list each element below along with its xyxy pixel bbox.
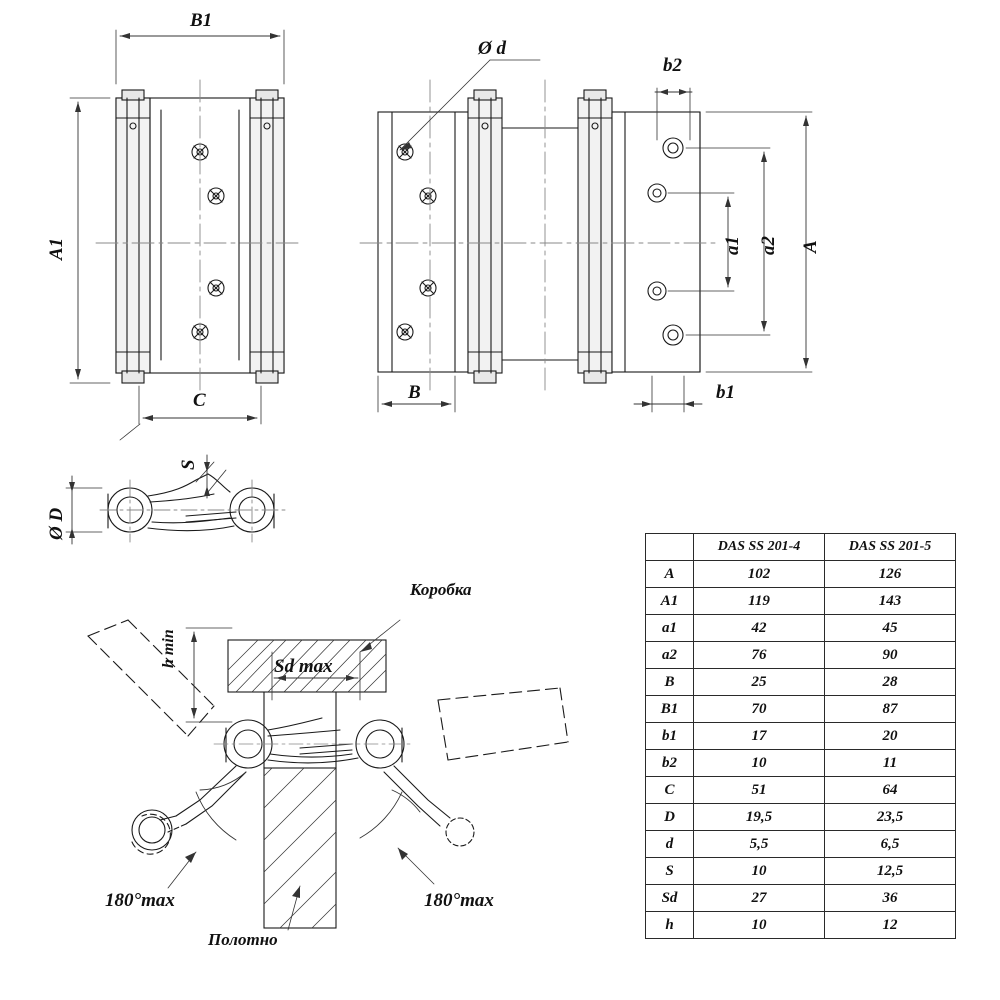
spec-value-201-5: 11 [825,750,956,777]
table-row [646,696,956,723]
spec-param: D [646,804,694,831]
table-row [646,669,956,696]
table-row [646,912,956,939]
label-B1: B1 [190,10,213,31]
spec-param: h [646,912,694,939]
spec-table-body [646,534,956,939]
spec-value-201-4: 102 [694,561,825,588]
label-b1: b1 [716,382,735,403]
table-row [646,858,956,885]
label-diameter-d: Ø d [478,38,506,59]
spec-value-201-5: 20 [825,723,956,750]
label-h-min: h min [160,629,177,668]
spec-value-201-4: 10 [694,858,825,885]
spec-param: b1 [646,723,694,750]
spec-value-201-4: 42 [694,615,825,642]
table-row [646,561,956,588]
table-row [646,777,956,804]
table-row [646,885,956,912]
spec-value-201-5: 90 [825,642,956,669]
spec-param: a1 [646,615,694,642]
label-S: S [178,459,199,470]
spec-value-201-4: 76 [694,642,825,669]
label-angle-left: 180°max [105,890,175,911]
spec-param: a2 [646,642,694,669]
label-A: A [800,240,821,253]
label-angle-right: 180°max [424,890,494,911]
table-row [646,831,956,858]
spec-value-201-4: 19,5 [694,804,825,831]
spec-value-201-4: 119 [694,588,825,615]
spec-param: Sd [646,885,694,912]
spec-value-201-5: 126 [825,561,956,588]
label-a1: a1 [722,236,743,255]
label-frame-koropka: Коробка [410,580,472,599]
spec-value-201-5: 12,5 [825,858,956,885]
spec-value-201-4: 10 [694,750,825,777]
spec-value-201-5: 87 [825,696,956,723]
spec-param: A [646,561,694,588]
spec-value-201-5: 28 [825,669,956,696]
spec-value-201-4: 5,5 [694,831,825,858]
spec-param: d [646,831,694,858]
table-row [646,588,956,615]
spec-value-201-4: 70 [694,696,825,723]
label-Sd-max: Sd max [274,656,333,677]
label-A1: A1 [46,237,67,260]
spec-value-201-4: 51 [694,777,825,804]
spec-value-201-4: 27 [694,885,825,912]
label-diameter-D: Ø D [46,507,67,540]
spec-value-201-5: 143 [825,588,956,615]
table-row [646,723,956,750]
spec-param: S [646,858,694,885]
label-a2: a2 [758,236,779,255]
spec-value-201-5: 12 [825,912,956,939]
spec-table-header-row [646,534,956,561]
spec-value-201-5: 45 [825,615,956,642]
spec-header-cell-1: DAS SS 201-4 [694,534,825,561]
spec-value-201-4: 25 [694,669,825,696]
spec-value-201-5: 6,5 [825,831,956,858]
table-row [646,615,956,642]
spec-param: C [646,777,694,804]
label-leaf-polotno: Полотно [208,930,278,949]
label-C: C [193,390,206,411]
spec-header-cell-2: DAS SS 201-5 [825,534,956,561]
spec-value-201-5: 23,5 [825,804,956,831]
table-row [646,750,956,777]
label-b2: b2 [663,55,682,76]
table-row [646,804,956,831]
spec-value-201-4: 17 [694,723,825,750]
spec-param: b2 [646,750,694,777]
spec-value-201-4: 10 [694,912,825,939]
spec-value-201-5: 36 [825,885,956,912]
spec-param: A1 [646,588,694,615]
spec-table [645,533,956,939]
spec-param: B [646,669,694,696]
spec-param: B1 [646,696,694,723]
table-row [646,642,956,669]
label-B: B [408,382,421,403]
spec-value-201-5: 64 [825,777,956,804]
spec-header-cell-0 [646,534,694,561]
